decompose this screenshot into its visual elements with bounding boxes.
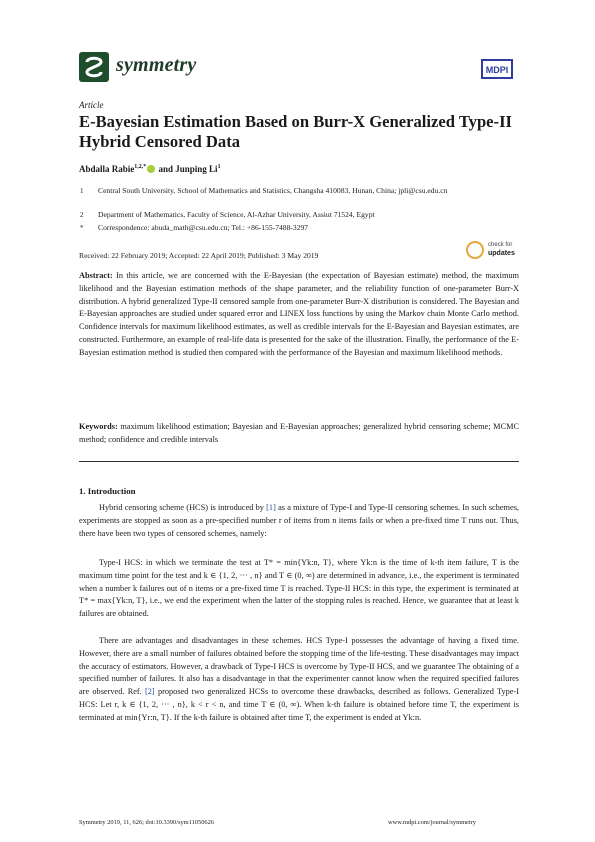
publication-dates: Received: 22 February 2019; Accepted: 22 April 2019; Published: 3 May 2019: [79, 251, 319, 260]
footer-url[interactable]: www.mdpi.com/journal/symmetry: [388, 819, 476, 826]
affiliation-marker: 1: [80, 187, 84, 195]
check-updates-icon: [466, 241, 484, 259]
author-list: [79, 164, 221, 174]
abstract-text: In this article, we are concerned with the E-Bayesian (the expectation of Bayesian estimate) method, the maximum likelihood and the Bayesian estimation methods of the shape parameter, and the reliability function of one-parameter Burr-X distribution. A hybrid generalized Type-II censored sample from one-parameter Burr-X distribution is considered. The Bayesian and E-Bayesian approaches are studied under squared error and LINEX loss functions by using the Markov chain Monte Carlo method. Confidence intervals for maximum likelihood estimates, as well as credible intervals for the E-Bayesian and Bayesian estimates, are constructed. Furthermore, an example of real-life data is presented for the sake of the illustration. Finally, the performance of the E-Bayesian estimation method is studied then compared with the performance of the Bayesian and maximum likelihood methods.: [79, 271, 519, 357]
author-superscript: 1,2,*: [134, 164, 147, 170]
article-type: Article: [79, 100, 104, 110]
author-name[interactable]: Junping Li: [175, 164, 218, 174]
abstract-label: Abstract:: [79, 271, 113, 280]
paragraph-text: There are advantages and disadvantages in these schemes. HCS Type-I possesses the advantage of having a fixed time. However, there are a small number of failures obtained before the stopping time of the life-testing. These disadvantages may impact the accuracy of estimators. However, a drawback of Type-I HCS is overcome by Type-II HCS, and we guarantee The obtaining of a specified number of failures. It also has a disadvantage in that the experimenter cannot know when the required specified failures are observed. Ref.: [79, 636, 519, 697]
symmetry-logo-icon: [79, 52, 109, 82]
affiliation-text: Correspondence: abuda_math@csu.edu.cn; Tel.: +86-155-7488-3297: [98, 223, 309, 232]
article-title: E-Bayesian Estimation Based on Burr-X Generalized Type-II Hybrid Censored Data: [79, 112, 512, 151]
paragraph-text: proposed two generalized HCSs to overcome these drawbacks, described as follows. Generalized Type-I HCS: Let r, k ∈ {1, 2, ··· , n}, k < r < n, and time T ∈ (0, ∞). When k-th failure is obtained before time T, the experiment is terminated at min{Yr:n, T}. If the k-th failure is obtained after time T, the experiment is ended at Yk:n.: [79, 687, 519, 722]
mdpi-label: MDPI: [485, 65, 509, 75]
body-paragraph: [79, 502, 519, 540]
keywords-label: Keywords:: [79, 422, 118, 431]
abstract: [79, 270, 519, 360]
author-conjunction: and: [158, 164, 174, 174]
affiliation-marker: 2: [80, 211, 84, 219]
body-paragraph: Type-I HCS: in which we terminate the test at T* = min{Yk:n, T}, where Yk:n is the time of k-th item failure, T is the maximum time point for the test and k ∈ {1, 2, ··· , n} and T ∈ (0, ∞) are determined in advance, i.e., the experiment is terminated when a number k failures out of n items or a pre-fixed time T is reached. Type-II HCS: in this type, the experiment is terminated at T* = max{Yk:n, T}, i.e., we end the experiment when the latter of the stopping rules is reached. Hence, we guarantee that at least k failures are obtained.: [79, 558, 519, 619]
journal-name: symmetry: [116, 54, 197, 76]
affiliation-text: Department of Mathematics, Faculty of Science, Al-Azhar University, Assiut 71524, Egypt: [98, 210, 375, 219]
affiliation-marker: *: [80, 224, 84, 232]
citation-link[interactable]: [1]: [266, 503, 276, 512]
body-paragraph: [79, 635, 519, 725]
author-name[interactable]: Abdalla Rabie: [79, 164, 135, 174]
check-updates-line2: updates: [488, 250, 515, 257]
keywords: [79, 421, 519, 447]
citation-link[interactable]: [2]: [145, 687, 155, 697]
check-updates-line1: check for: [488, 242, 513, 248]
check-for-updates-button[interactable]: [466, 241, 520, 261]
footer-citation: Symmetry 2019, 11, 626; doi:10.3390/sym11050626: [79, 819, 214, 826]
paragraph-text: as a mixture of Type-I and Type-II censoring schemes. In such schemes, experiments are stopped as soon as a pre-specified number r of items from n items fails or when a pre-fixed time T runs out. Thus, there have been two types of censored schemes, namely:: [79, 503, 519, 538]
section-heading: 1. Introduction: [79, 486, 136, 496]
affiliation-text: Central South University, School of Mathematics and Statistics, Changsha 410083, Hunan, China; jpli@csu.edu.cn: [98, 186, 448, 195]
section-divider: [79, 461, 519, 462]
author-superscript: 1: [217, 164, 221, 170]
keywords-text: maximum likelihood estimation; Bayesian and E-Bayesian approaches; generalized hybrid censoring scheme; MCMC method; confidence and credible intervals: [79, 422, 520, 444]
paragraph-text: Hybrid censoring scheme (HCS) is introduced by: [99, 503, 267, 512]
mdpi-logo-icon: [478, 56, 516, 82]
orcid-icon[interactable]: [147, 165, 155, 173]
